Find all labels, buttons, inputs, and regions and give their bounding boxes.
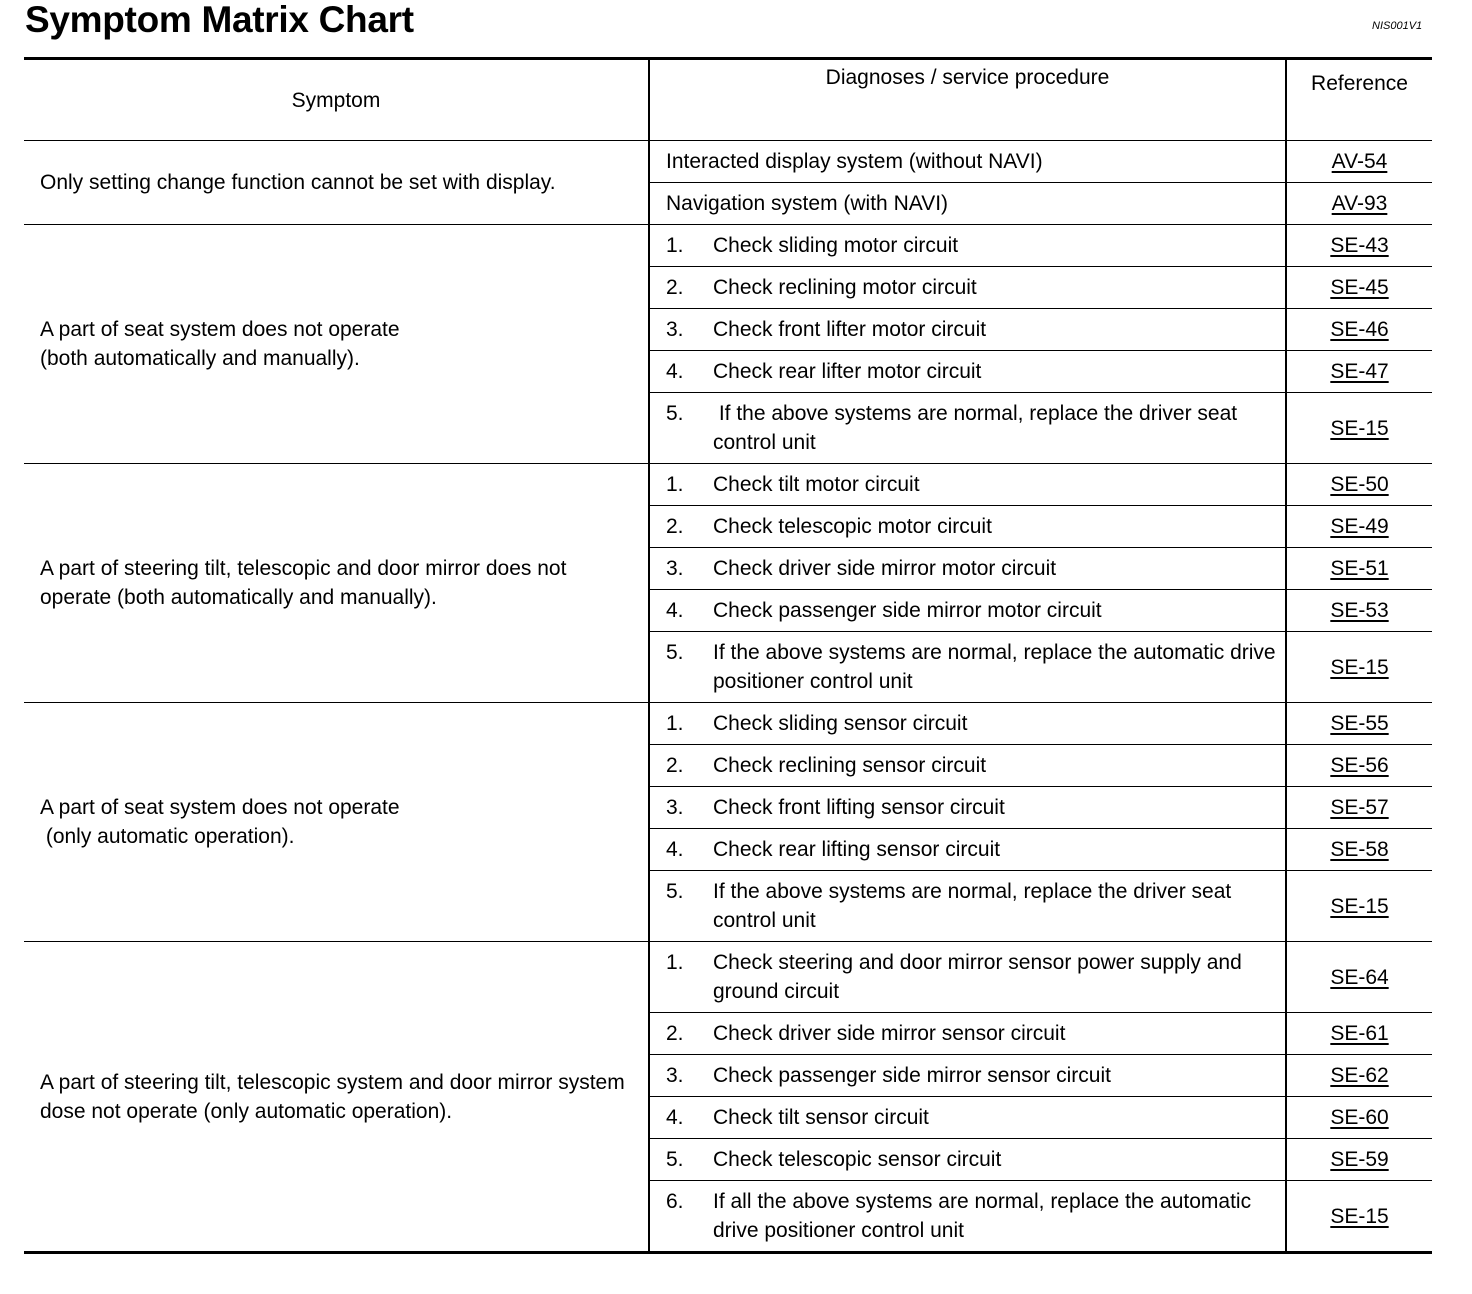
reference-link[interactable]: SE-53 [1330, 599, 1389, 622]
procedure-step [666, 1019, 1277, 1048]
procedure-cell [649, 829, 1286, 871]
step-text: Check tilt motor circuit [713, 473, 920, 496]
procedure-cell [649, 942, 1286, 1013]
symptom-cell: A part of seat system does not operate (both automatically and manually). [24, 225, 649, 464]
header-symptom: Symptom [24, 59, 649, 141]
step-text: Check telescopic sensor circuit [713, 1148, 1002, 1171]
reference-cell [1286, 141, 1432, 183]
procedure-step [666, 596, 1277, 625]
step-number: 3. [666, 557, 684, 580]
procedure-step [666, 1187, 1277, 1245]
symptom-cell: Only setting change function cannot be set with display. [24, 141, 649, 225]
step-text: If all the above systems are normal, replace the automatic drive positioner control unit [713, 1190, 1257, 1242]
reference-link[interactable]: SE-47 [1330, 360, 1389, 383]
step-text: Check passenger side mirror motor circuit [713, 599, 1102, 622]
reference-cell [1286, 787, 1432, 829]
reference-link[interactable]: SE-45 [1330, 276, 1389, 299]
procedure-step [666, 470, 1277, 499]
step-text: If the above systems are normal, replace the automatic drive positioner control unit [713, 641, 1282, 693]
reference-cell [1286, 829, 1432, 871]
step-text: Check passenger side mirror sensor circuit [713, 1064, 1111, 1087]
symptom-cell: A part of seat system does not operate (only automatic operation). [24, 703, 649, 942]
reference-link[interactable]: SE-58 [1330, 838, 1389, 861]
reference-cell [1286, 225, 1432, 267]
reference-cell [1286, 183, 1432, 225]
procedure-step [666, 877, 1277, 935]
step-number: 4. [666, 838, 684, 861]
procedure-cell [649, 632, 1286, 703]
step-number: 2. [666, 276, 684, 299]
reference-cell [1286, 1097, 1432, 1139]
reference-link[interactable]: SE-62 [1330, 1064, 1389, 1087]
procedure-cell [649, 1139, 1286, 1181]
reference-cell [1286, 1181, 1432, 1253]
procedure-step [666, 512, 1277, 541]
step-number: 4. [666, 1106, 684, 1129]
procedure-cell [649, 703, 1286, 745]
procedure-step [666, 948, 1277, 1006]
step-text: Check rear lifter motor circuit [713, 360, 982, 383]
procedure-step [666, 189, 1277, 218]
procedure-step [666, 1061, 1277, 1090]
table-body [24, 141, 1432, 1253]
reference-link[interactable]: SE-46 [1330, 318, 1389, 341]
procedure-cell [649, 225, 1286, 267]
step-text: Navigation system (with NAVI) [666, 192, 949, 215]
reference-link[interactable]: SE-49 [1330, 515, 1389, 538]
procedure-cell [649, 309, 1286, 351]
step-text: Check reclining motor circuit [713, 276, 977, 299]
document-id: NIS001V1 [1372, 20, 1423, 32]
symptom-cell: A part of steering tilt, telescopic system and door mirror system dose not operate (only automatic operation). [24, 942, 649, 1253]
procedure-cell [649, 267, 1286, 309]
procedure-cell [649, 1055, 1286, 1097]
procedure-cell [649, 590, 1286, 632]
step-text: Check front lifting sensor circuit [713, 796, 1005, 819]
step-text: Check tilt sensor circuit [713, 1106, 929, 1129]
reference-link[interactable]: AV-54 [1331, 150, 1388, 173]
step-text: Check reclining sensor circuit [713, 754, 987, 777]
procedure-cell [649, 1097, 1286, 1139]
procedure-step [666, 638, 1282, 696]
procedure-step [666, 835, 1277, 864]
reference-link[interactable]: AV-93 [1331, 192, 1388, 215]
reference-cell [1286, 871, 1432, 942]
procedure-step [666, 554, 1277, 583]
table-row [24, 464, 1432, 506]
reference-link[interactable]: SE-57 [1330, 796, 1389, 819]
procedure-cell [649, 183, 1286, 225]
procedure-step [666, 147, 1277, 176]
symptom-cell: A part of steering tilt, telescopic and door mirror does not operate (both automatically and manually). [24, 464, 649, 703]
reference-link[interactable]: SE-43 [1330, 234, 1389, 257]
reference-link[interactable]: SE-15 [1330, 1204, 1389, 1228]
procedure-cell [649, 506, 1286, 548]
step-number: 2. [666, 754, 684, 777]
procedure-cell [649, 1013, 1286, 1055]
step-text: If the above systems are normal, replace the driver seat control unit [713, 402, 1243, 454]
table-row [24, 703, 1432, 745]
reference-link[interactable]: SE-56 [1330, 754, 1389, 777]
step-number: 2. [666, 515, 684, 538]
reference-cell [1286, 351, 1432, 393]
reference-cell [1286, 267, 1432, 309]
step-number: 3. [666, 1064, 684, 1087]
procedure-step [666, 231, 1277, 260]
table-row [24, 141, 1432, 183]
procedure-cell [649, 141, 1286, 183]
procedure-cell [649, 871, 1286, 942]
step-text: Check driver side mirror motor circuit [713, 557, 1057, 580]
reference-cell [1286, 464, 1432, 506]
step-text: Check rear lifting sensor circuit [713, 838, 1001, 861]
procedure-step [666, 357, 1277, 386]
reference-cell [1286, 393, 1432, 464]
step-number: 4. [666, 360, 684, 383]
step-number: 4. [666, 599, 684, 622]
reference-cell [1286, 745, 1432, 787]
reference-cell [1286, 1013, 1432, 1055]
reference-link[interactable]: SE-51 [1330, 557, 1389, 580]
reference-link[interactable]: SE-55 [1330, 712, 1389, 735]
step-text: Check front lifter motor circuit [713, 318, 987, 341]
reference-cell [1286, 942, 1432, 1013]
step-text: Check sliding sensor circuit [713, 712, 968, 735]
reference-cell [1286, 1139, 1432, 1181]
procedure-cell [649, 745, 1286, 787]
procedure-step [666, 709, 1277, 738]
reference-link[interactable]: SE-64 [1330, 965, 1389, 989]
procedure-cell [649, 1181, 1286, 1253]
reference-cell [1286, 506, 1432, 548]
reference-link[interactable]: SE-15 [1330, 416, 1389, 440]
procedure-step [666, 1103, 1277, 1132]
reference-link[interactable]: SE-60 [1330, 1106, 1389, 1129]
procedure-step [666, 399, 1277, 457]
table-row [24, 225, 1432, 267]
procedure-step [666, 751, 1277, 780]
step-number: 5. [666, 880, 684, 903]
step-number: 5. [666, 402, 684, 425]
step-text: Check steering and door mirror sensor power supply and ground circuit [713, 951, 1248, 1003]
step-text: Check telescopic motor circuit [713, 515, 992, 538]
procedure-cell [649, 548, 1286, 590]
reference-cell [1286, 590, 1432, 632]
procedure-cell [649, 787, 1286, 829]
procedure-step [666, 273, 1277, 302]
page-title: Symptom Matrix Chart [25, 0, 414, 40]
procedure-step [666, 793, 1277, 822]
step-number: 3. [666, 318, 684, 341]
reference-cell [1286, 1055, 1432, 1097]
table-row [24, 942, 1432, 1013]
step-number: 1. [666, 473, 684, 496]
procedure-cell [649, 393, 1286, 464]
procedure-cell [649, 351, 1286, 393]
step-number: 5. [666, 641, 684, 664]
step-text: Interacted display system (without NAVI) [666, 150, 1043, 173]
table-header-row [24, 59, 1432, 141]
reference-cell [1286, 548, 1432, 590]
symptom-matrix-table [24, 57, 1432, 1254]
step-number: 1. [666, 712, 684, 735]
procedure-step [666, 1145, 1277, 1174]
reference-link[interactable]: SE-61 [1330, 1022, 1389, 1045]
reference-link[interactable]: SE-15 [1330, 655, 1389, 679]
header-diagnosis: Diagnoses / service procedure [649, 59, 1286, 141]
step-number: 5. [666, 1148, 684, 1171]
reference-link[interactable]: SE-15 [1330, 894, 1389, 918]
reference-link[interactable]: SE-59 [1330, 1148, 1389, 1171]
reference-link[interactable]: SE-50 [1330, 473, 1389, 496]
reference-cell [1286, 632, 1432, 703]
procedure-step [666, 315, 1277, 344]
step-text: If the above systems are normal, replace the driver seat control unit [713, 880, 1238, 932]
procedure-cell [649, 464, 1286, 506]
step-text: Check sliding motor circuit [713, 234, 959, 257]
step-number: 2. [666, 1022, 684, 1045]
step-text: Check driver side mirror sensor circuit [713, 1022, 1066, 1045]
header-reference: Reference [1286, 59, 1432, 141]
reference-cell [1286, 309, 1432, 351]
step-number: 1. [666, 234, 684, 257]
step-number: 3. [666, 796, 684, 819]
step-number: 6. [666, 1190, 684, 1213]
reference-cell [1286, 703, 1432, 745]
step-number: 1. [666, 951, 684, 974]
